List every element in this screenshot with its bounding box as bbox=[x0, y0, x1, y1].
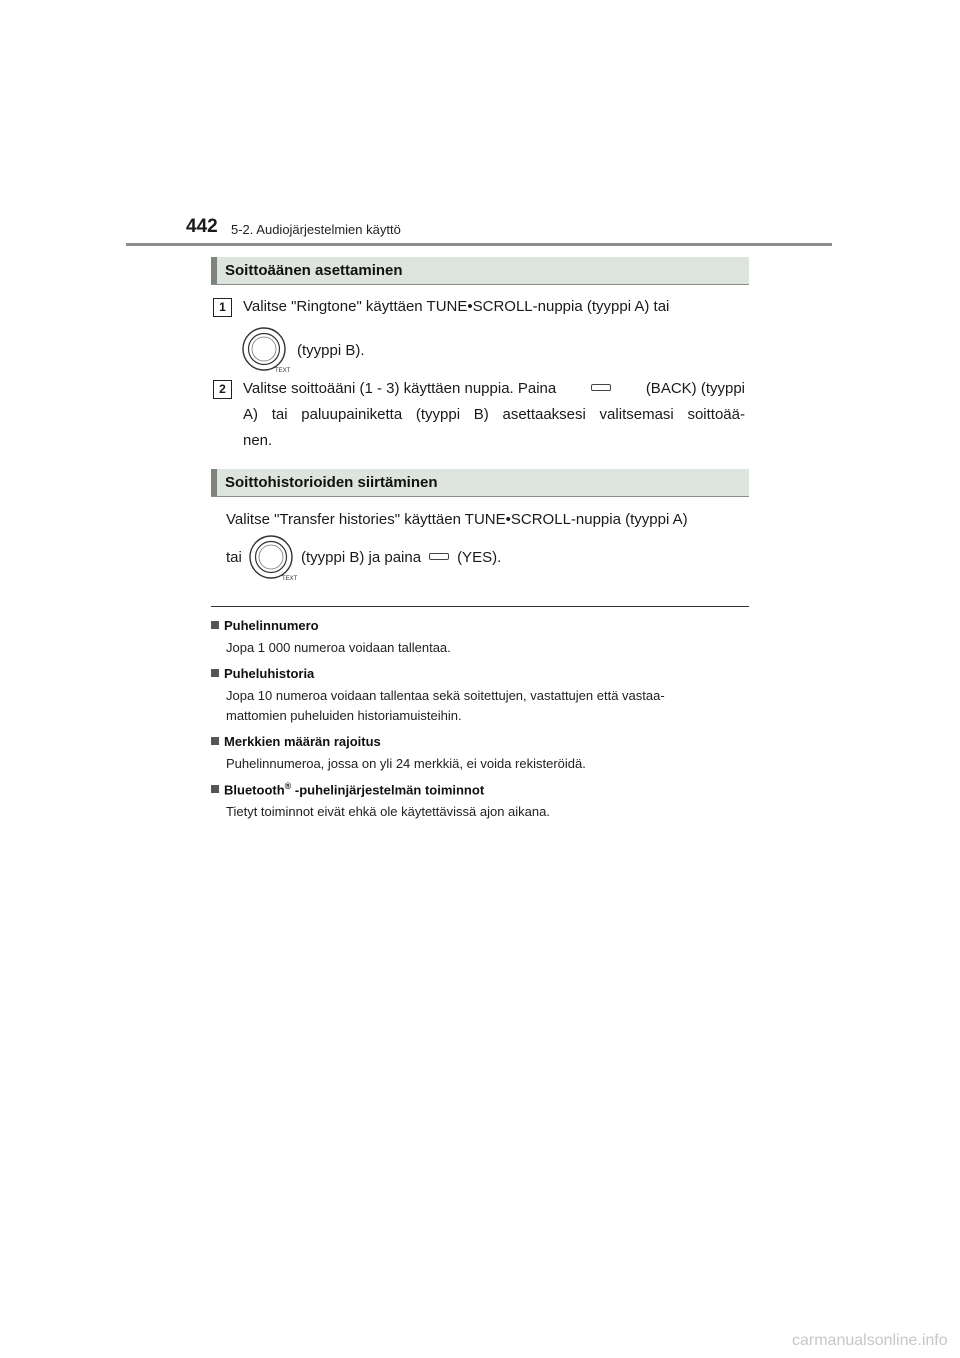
header-rule bbox=[126, 243, 832, 246]
yes-button-icon bbox=[429, 553, 449, 560]
knob-label: TEXT bbox=[282, 576, 298, 582]
bullet-square-icon bbox=[211, 785, 219, 793]
step-number-1: 1 bbox=[213, 298, 232, 317]
step-number-2: 2 bbox=[213, 380, 232, 399]
watermark: carmanualsonline.info bbox=[792, 1332, 948, 1349]
section-accent bbox=[211, 469, 217, 496]
bullet-square-icon bbox=[211, 669, 219, 677]
note-text-call-history: Jopa 10 numeroa voidaan tallentaa sekä soitettujen, vastattujen että vastaa- mattomien puheluiden historiamuisteihin. bbox=[226, 688, 665, 723]
note-title-phone-number: Puhelinnumero bbox=[211, 618, 319, 633]
step-2-line-1 bbox=[243, 376, 745, 402]
note-title-bluetooth: Bluetooth® -puhelinjärjestelmän toiminnot bbox=[211, 781, 484, 797]
knob-label: TEXT bbox=[275, 368, 291, 374]
notes-divider bbox=[211, 606, 749, 607]
tune-knob-icon bbox=[241, 326, 293, 374]
note-text-character-limit: Puhelinnumeroa, jossa on yli 24 merkkiä, ei voida rekisteröidä. bbox=[226, 756, 586, 771]
step-2-text bbox=[243, 376, 745, 454]
bullet-square-icon bbox=[211, 737, 219, 745]
transfer-text-end: (YES). bbox=[457, 549, 502, 566]
tune-knob-icon bbox=[248, 534, 300, 582]
bullet-square-icon bbox=[211, 621, 219, 629]
section-header-ringtone bbox=[211, 257, 749, 285]
step-1-continuation: (tyyppi B). bbox=[297, 342, 365, 359]
note-title-character-limit: Merkkien määrän rajoitus bbox=[211, 734, 381, 749]
transfer-text-line-2 bbox=[301, 545, 501, 571]
chapter-title: 5-2. Audiojärjestelmien käyttö bbox=[231, 222, 401, 237]
back-button-icon bbox=[591, 384, 611, 391]
section-title: Soittohistorioiden siirtäminen bbox=[225, 474, 438, 491]
section-header-transfer-histories bbox=[211, 469, 749, 497]
step-2-line-2: A) tai paluupainiketta (tyyppi B) asettaaksesi valitsemasi soittoää- bbox=[243, 406, 745, 423]
section-title: Soittoäänen asettaminen bbox=[225, 262, 403, 279]
note-text-bluetooth: Tietyt toiminnot eivät ehkä ole käytettävissä ajon aikana. bbox=[226, 804, 550, 819]
transfer-text-middle: (tyyppi B) ja paina bbox=[301, 549, 422, 566]
transfer-text-tai: tai bbox=[226, 549, 242, 566]
note-title-call-history: Puheluhistoria bbox=[211, 666, 314, 681]
transfer-text-line-1: Valitse "Transfer histories" käyttäen TUNE•SCROLL-nuppia (tyyppi A) bbox=[226, 511, 688, 528]
step-2-line-3: nen. bbox=[243, 432, 273, 449]
step-2-before-button: Valitse soittoääni (1 - 3) käyttäen nuppia. Paina bbox=[243, 380, 557, 397]
step-2-after-button: (BACK) (tyyppi bbox=[645, 380, 745, 397]
note-text-phone-number: Jopa 1 000 numeroa voidaan tallentaa. bbox=[226, 640, 451, 655]
page-number: 442 bbox=[186, 216, 218, 237]
step-1-text: Valitse "Ringtone" käyttäen TUNE•SCROLL-nuppia (tyyppi A) tai bbox=[243, 298, 670, 315]
section-accent bbox=[211, 257, 217, 284]
